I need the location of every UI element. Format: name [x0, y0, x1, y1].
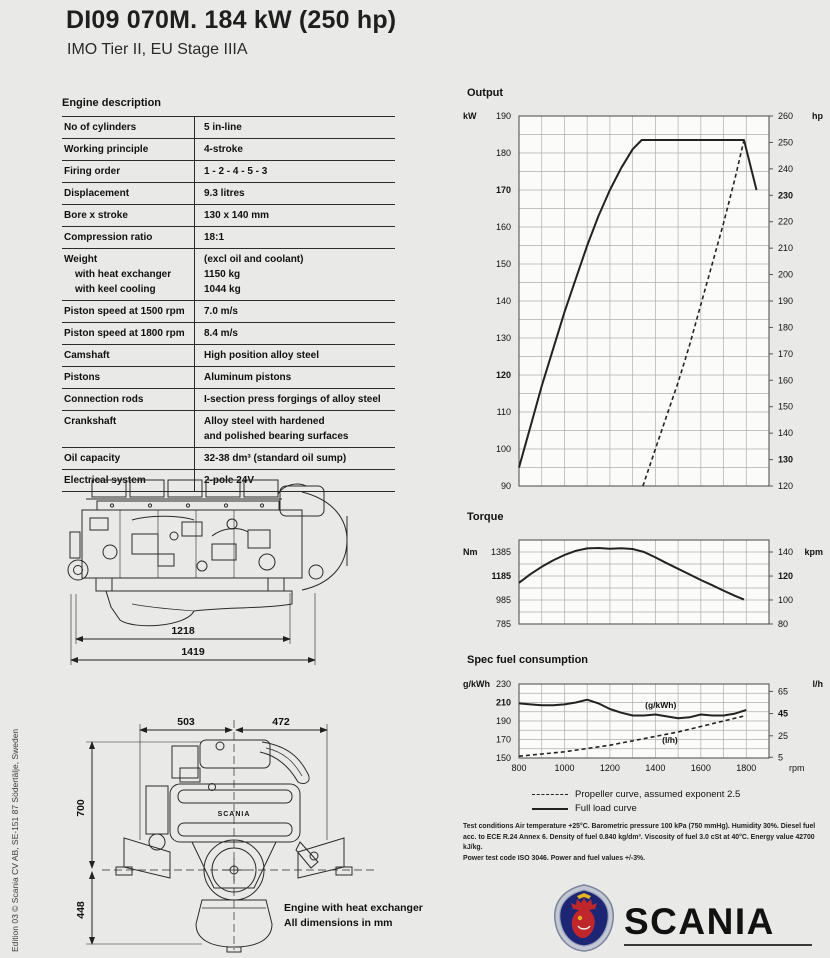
- output-chart-canvas: [455, 104, 827, 496]
- legend-item-propeller: [532, 789, 740, 800]
- spec-label: Piston speed at 1500 rpm: [62, 301, 195, 322]
- svg-text:200: 200: [778, 269, 794, 280]
- svg-text:rpm: rpm: [789, 763, 805, 773]
- svg-text:hp: hp: [812, 111, 823, 121]
- spec-label: Camshaft: [62, 345, 195, 366]
- svg-text:130: 130: [778, 454, 794, 465]
- caption-line-2: All dimensions in mm: [284, 917, 393, 930]
- svg-text:250: 250: [778, 137, 794, 148]
- table-row: [62, 300, 395, 322]
- svg-text:160: 160: [495, 222, 511, 232]
- table-row: [62, 322, 395, 344]
- svg-text:1385: 1385: [490, 547, 511, 557]
- spec-label: Working principle: [62, 139, 195, 160]
- fuel-chart: [455, 672, 827, 786]
- dashed-line-sample: [532, 794, 568, 795]
- spec-value: 130 x 140 mm: [204, 210, 270, 221]
- table-row: [62, 160, 395, 182]
- spec-value: 8.4 m/s: [204, 328, 238, 339]
- front-view-dim-right: 472: [272, 716, 290, 728]
- output-chart: [455, 104, 827, 496]
- svg-text:140: 140: [495, 296, 511, 306]
- svg-text:150: 150: [778, 401, 794, 412]
- svg-text:230: 230: [495, 679, 511, 689]
- spec-label: Connection rods: [62, 389, 195, 410]
- svg-text:170: 170: [495, 185, 511, 195]
- svg-text:260: 260: [778, 111, 794, 121]
- side-view-dim-inner: 1218: [171, 625, 195, 637]
- fuel-chart-canvas: [455, 672, 827, 786]
- spec-label: Crankshaft: [62, 411, 195, 447]
- svg-text:Nm: Nm: [463, 547, 478, 557]
- torque-chart-title: Torque: [467, 511, 504, 523]
- spec-label: Firing order: [62, 161, 195, 182]
- scania-logo: [550, 882, 818, 956]
- drawing-caption: [284, 901, 423, 931]
- table-row: [62, 204, 395, 226]
- table-row: [62, 388, 395, 410]
- test-conditions-line-2: acc. to ECE R.24 Annex 6. Density of fuel 0.840 kg/dm³. Viscosity of fuel 3.0 cSt at 40°C. Energy value 42700 kJ/kg.: [463, 833, 815, 851]
- engine-description-table: [62, 116, 395, 492]
- svg-text:220: 220: [778, 216, 794, 227]
- spec-label: No of cylinders: [62, 117, 195, 138]
- spec-value: 1 - 2 - 4 - 5 - 3: [204, 166, 268, 177]
- chart-legend: [532, 789, 740, 817]
- spec-value: 2-pole 24V: [204, 475, 255, 486]
- svg-text:180: 180: [495, 148, 511, 158]
- edition-note: Edition 03 © Scania CV AB, SE-151 87 Södertälje, Sweden: [10, 728, 20, 952]
- svg-text:1000: 1000: [554, 763, 575, 773]
- spec-value: High position alloy steel: [204, 350, 320, 361]
- torque-chart: [455, 528, 827, 636]
- svg-text:5: 5: [778, 752, 784, 763]
- test-conditions: [463, 822, 821, 864]
- svg-text:190: 190: [778, 296, 794, 306]
- svg-text:100: 100: [778, 594, 794, 605]
- svg-text:1185: 1185: [491, 571, 511, 581]
- svg-text:1800: 1800: [736, 763, 757, 773]
- svg-text:25: 25: [778, 730, 789, 741]
- svg-text:(g/kWh): (g/kWh): [645, 700, 677, 711]
- svg-text:160: 160: [778, 375, 794, 386]
- spec-value: (excl oil and coolant) 1150 kg 1044 kg: [204, 254, 304, 295]
- svg-text:140: 140: [778, 547, 794, 558]
- spec-value: 4-stroke: [204, 144, 243, 155]
- spec-value: Aluminum pistons: [204, 372, 292, 383]
- svg-text:80: 80: [778, 619, 789, 629]
- spec-label: Oil capacity: [62, 448, 195, 469]
- svg-text:kpm: kpm: [804, 547, 823, 557]
- svg-text:150: 150: [495, 753, 511, 763]
- svg-text:110: 110: [496, 407, 511, 417]
- engine-description-heading: Engine description: [62, 97, 162, 109]
- svg-text:100: 100: [495, 444, 511, 454]
- svg-text:(l/h): (l/h): [662, 735, 678, 746]
- svg-text:210: 210: [778, 243, 794, 254]
- svg-text:130: 130: [495, 333, 511, 343]
- svg-text:140: 140: [778, 428, 794, 439]
- table-row: [62, 344, 395, 366]
- svg-text:1200: 1200: [599, 763, 620, 773]
- caption-line-1: Engine with heat exchanger: [284, 902, 423, 914]
- svg-text:230: 230: [778, 190, 794, 201]
- svg-text:120: 120: [778, 571, 794, 582]
- svg-text:170: 170: [778, 348, 794, 359]
- test-conditions-line-1: Test conditions Air temperature +25°C. Barometric pressure 100 kPa (750 mmHg). Humidity 30%. Diesel fuel: [463, 823, 816, 830]
- table-row: [62, 447, 395, 469]
- scania-wordmark: SCANIA: [624, 901, 775, 942]
- svg-text:190: 190: [495, 716, 511, 726]
- spec-label: Piston speed at 1800 rpm: [62, 323, 195, 344]
- spec-label: Bore x stroke: [62, 205, 195, 226]
- engine-badge-text: SCANIA: [217, 811, 251, 818]
- svg-text:g/kWh: g/kWh: [463, 679, 490, 689]
- svg-text:800: 800: [511, 763, 527, 773]
- page-title: DI09 070M. 184 kW (250 hp): [66, 6, 397, 34]
- spec-value: 7.0 m/s: [204, 306, 238, 317]
- svg-text:120: 120: [778, 481, 794, 491]
- svg-text:170: 170: [495, 734, 511, 745]
- page-subtitle: IMO Tier II, EU Stage IIIA: [67, 41, 248, 58]
- spec-label: Weight with heat exchanger with keel cooling: [62, 249, 195, 300]
- solid-line-sample: [532, 808, 568, 810]
- svg-text:240: 240: [778, 163, 794, 174]
- table-row: [62, 410, 395, 447]
- svg-text:90: 90: [500, 481, 511, 491]
- table-row: [62, 182, 395, 204]
- front-view-dim-lower: 448: [75, 901, 87, 919]
- svg-text:150: 150: [495, 259, 511, 269]
- svg-text:45: 45: [778, 708, 789, 719]
- engine-side-view-drawing: [62, 474, 407, 674]
- spec-label: Displacement: [62, 183, 195, 204]
- scania-badge-icon: [555, 885, 613, 951]
- spec-value: 32-38 dm³ (standard oil sump): [204, 453, 347, 464]
- legend-label: Full load curve: [575, 803, 637, 814]
- svg-text:190: 190: [495, 111, 511, 121]
- spec-label: Compression ratio: [62, 227, 195, 248]
- fuel-chart-title: Spec fuel consumption: [467, 654, 589, 666]
- spec-value: 18:1: [204, 232, 225, 243]
- svg-text:180: 180: [778, 322, 794, 333]
- table-row: [62, 248, 395, 300]
- output-chart-title: Output: [467, 87, 504, 99]
- spec-value: 5 in-line: [204, 122, 242, 133]
- torque-chart-canvas: [455, 528, 827, 636]
- table-row: [62, 366, 395, 388]
- svg-text:l/h: l/h: [812, 679, 823, 689]
- svg-text:1600: 1600: [690, 763, 711, 773]
- svg-text:kW: kW: [463, 111, 477, 121]
- table-row: [62, 116, 395, 138]
- svg-text:785: 785: [495, 619, 511, 629]
- side-view-dim-outer: 1419: [181, 646, 205, 658]
- svg-text:65: 65: [778, 686, 789, 697]
- svg-text:1400: 1400: [645, 763, 666, 773]
- spec-value: I-section press forgings of alloy steel: [204, 394, 381, 405]
- table-row: [62, 226, 395, 248]
- legend-item-full-load: [532, 803, 740, 814]
- svg-text:210: 210: [495, 697, 511, 708]
- table-row: [62, 138, 395, 160]
- front-view-dim-upper: 700: [75, 799, 87, 817]
- spec-label: Electrical system: [62, 470, 195, 491]
- test-conditions-line-3: Power test code ISO 3046. Power and fuel values +/-3%.: [463, 854, 646, 862]
- spec-value: 9.3 litres: [204, 188, 245, 199]
- spec-label: Pistons: [62, 367, 195, 388]
- spec-value: Alloy steel with hardened and polished bearing surfaces: [204, 416, 349, 442]
- front-view-dim-left: 503: [177, 716, 195, 728]
- svg-text:985: 985: [495, 595, 511, 605]
- legend-label: Propeller curve, assumed exponent 2.5: [575, 789, 741, 800]
- svg-text:120: 120: [495, 370, 511, 380]
